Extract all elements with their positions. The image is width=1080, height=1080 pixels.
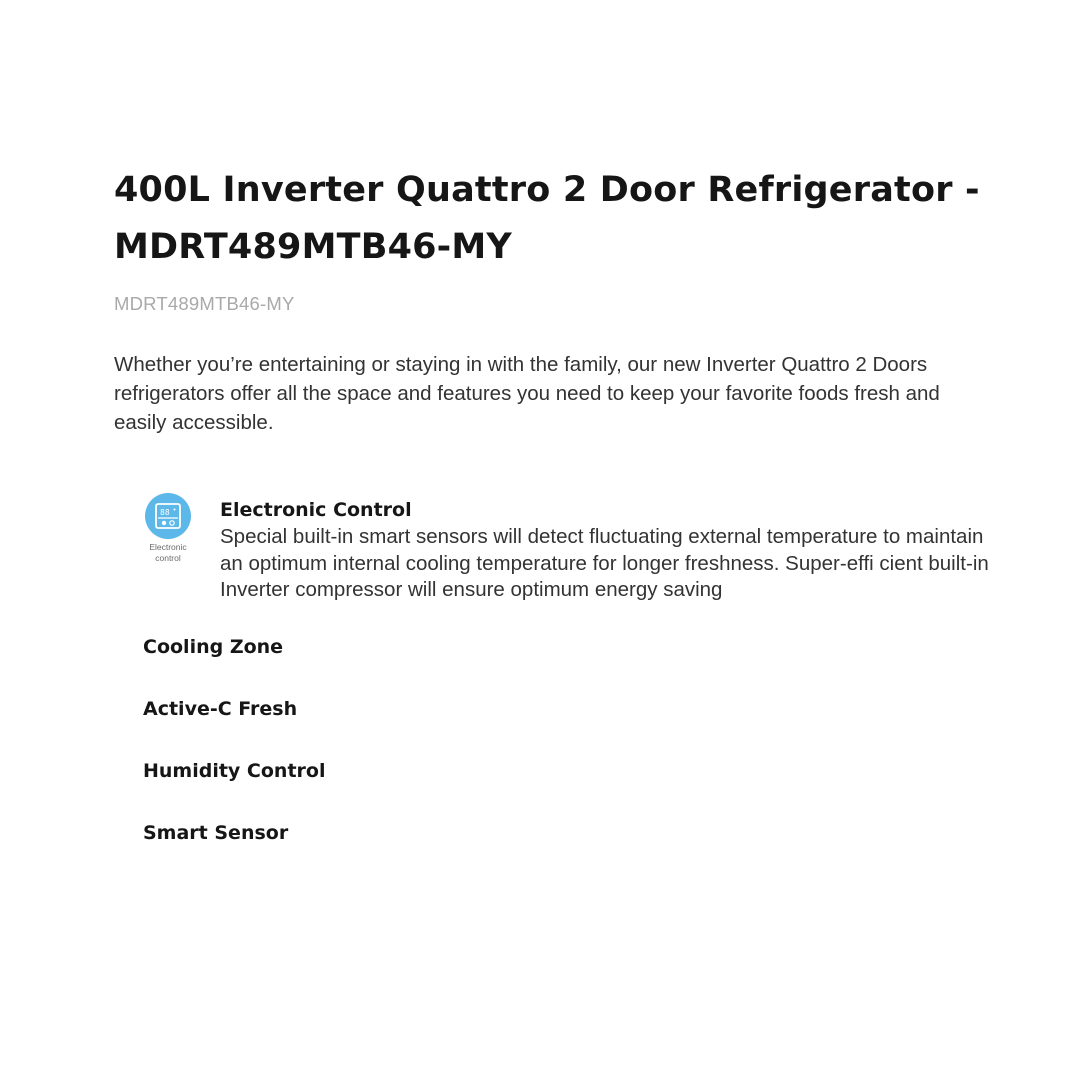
- electronic-control-icon: [145, 493, 191, 539]
- product-sku: MDRT489MTB46-MY: [114, 293, 295, 314]
- feature-body: Special built-in smart sensors will detect fluctuating external temperature to maintain an optimum internal cooling temperature for longer freshness. Super-effi cient built-in Inverter compressor will ensure optimum energy saving: [220, 525, 989, 601]
- svg-text:88: 88: [160, 508, 170, 517]
- feature-list: [143, 634, 1014, 846]
- feature-icon-caption: Electronic control: [149, 542, 187, 563]
- feature-title: Electronic Control: [220, 499, 412, 521]
- product-detail: [114, 162, 1014, 882]
- feature-electronic-control: [114, 497, 1014, 604]
- feature-item-active-c-fresh[interactable]: Active-C Fresh: [143, 697, 298, 720]
- product-description: Whether you’re entertaining or staying in with the family, our new Inverter Quattro 2 Doors refrigerators offer all the space and features you need to keep your favorite foods fresh and easily accessible.: [114, 353, 940, 434]
- feature-item-smart-sensor[interactable]: Smart Sensor: [143, 821, 289, 844]
- feature-item-cooling-zone[interactable]: Cooling Zone: [143, 635, 284, 658]
- product-title: 400L Inverter Quattro 2 Door Refrigerator - MDRT489MTB46-MY: [114, 170, 980, 267]
- feature-text: [220, 497, 1014, 604]
- feature-icon-group: [128, 493, 208, 564]
- feature-item-humidity-control[interactable]: Humidity Control: [143, 759, 326, 782]
